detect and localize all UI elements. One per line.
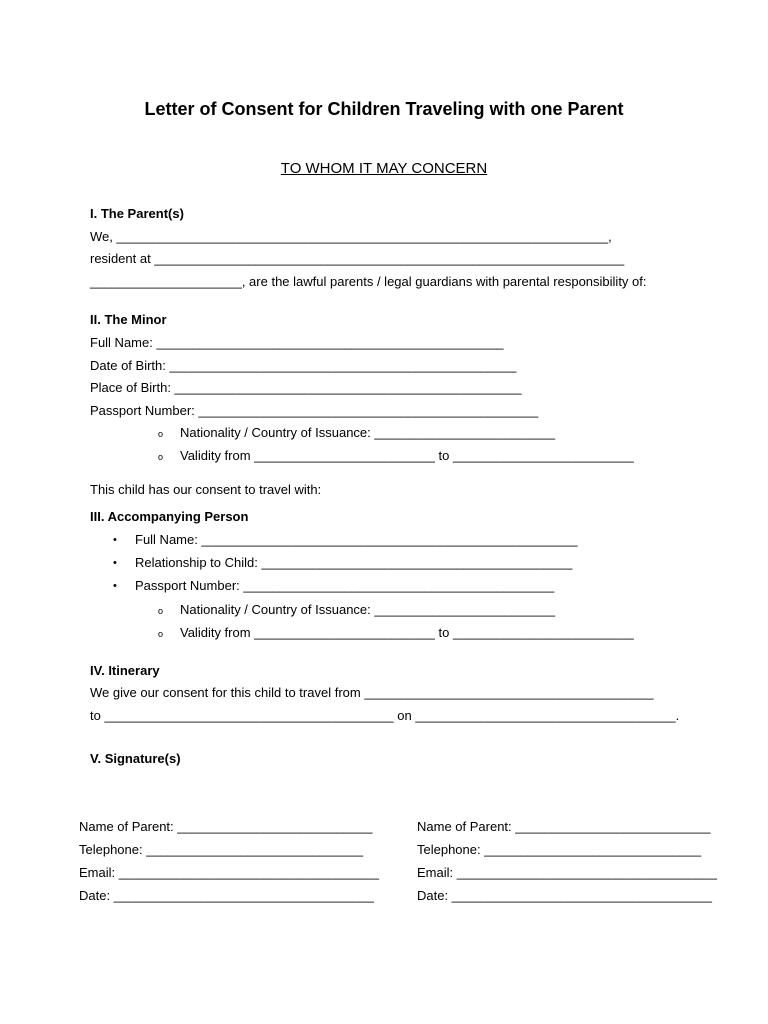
minor-passport-number-field: Passport Number: _______________________________________________: [90, 403, 539, 418]
left-date-field: Date: ____________________________________: [79, 888, 374, 903]
circle-bullet-icon: o: [158, 606, 164, 616]
salutation: TO WHOM IT MAY CONCERN: [280, 160, 488, 177]
circle-bullet-icon: o: [158, 629, 164, 639]
page-title: Letter of Consent for Children Traveling with one Parent: [144, 99, 624, 119]
minor-nationality-field: Nationality / Country of Issuance: _________________________: [180, 425, 556, 440]
minor-validity-field: Validity from _________________________ to _________________________: [180, 448, 634, 463]
circle-bullet-icon: o: [158, 452, 164, 462]
disc-bullet-icon: •: [113, 534, 117, 546]
companion-nationality-field: Nationality / Country of Issuance: _________________________: [180, 602, 556, 617]
right-email-field: Email: ____________________________________: [417, 865, 718, 880]
section-minor-heading: II. The Minor: [90, 312, 167, 327]
resident-line: resident at _________________________________________________________________: [90, 251, 625, 266]
section-accompanying-heading: III. Accompanying Person: [90, 509, 249, 524]
minor-full-name-field: Full Name: ________________________________________________: [90, 335, 504, 350]
consent-statement: This child has our consent to travel with:: [90, 482, 322, 497]
section-signatures-heading: V. Signature(s): [90, 751, 181, 766]
left-email-field: Email: ____________________________________: [79, 865, 380, 880]
parents-names-line: We, ____________________________________________________________________,: [90, 229, 612, 244]
left-telephone-field: Telephone: ______________________________: [79, 842, 364, 857]
right-date-field: Date: ____________________________________: [417, 888, 712, 903]
section-itinerary-heading: IV. Itinerary: [90, 663, 160, 678]
section-parents-heading: I. The Parent(s): [90, 206, 184, 221]
itinerary-from-line: We give our consent for this child to travel from ________________________________________: [90, 685, 654, 700]
guardians-line: _____________________, are the lawful parents / legal guardians with parental responsibility of:: [90, 274, 647, 289]
disc-bullet-icon: •: [113, 580, 117, 592]
disc-bullet-icon: •: [113, 557, 117, 569]
left-parent-name-field: Name of Parent: ___________________________: [79, 819, 373, 834]
right-parent-name-field: Name of Parent: ___________________________: [417, 819, 711, 834]
circle-bullet-icon: o: [158, 429, 164, 439]
companion-relationship-field: Relationship to Child: ___________________________________________: [135, 555, 573, 570]
itinerary-to-line: to ________________________________________ on ____________________________________.: [90, 708, 680, 723]
right-telephone-field: Telephone: ______________________________: [417, 842, 702, 857]
minor-date-of-birth-field: Date of Birth: ________________________________________________: [90, 358, 517, 373]
companion-passport-number-field: Passport Number: ___________________________________________: [135, 578, 555, 593]
companion-validity-field: Validity from _________________________ to _________________________: [180, 625, 634, 640]
companion-full-name-field: Full Name: ____________________________________________________: [135, 532, 578, 547]
minor-place-of-birth-field: Place of Birth: ________________________________________________: [90, 380, 522, 395]
